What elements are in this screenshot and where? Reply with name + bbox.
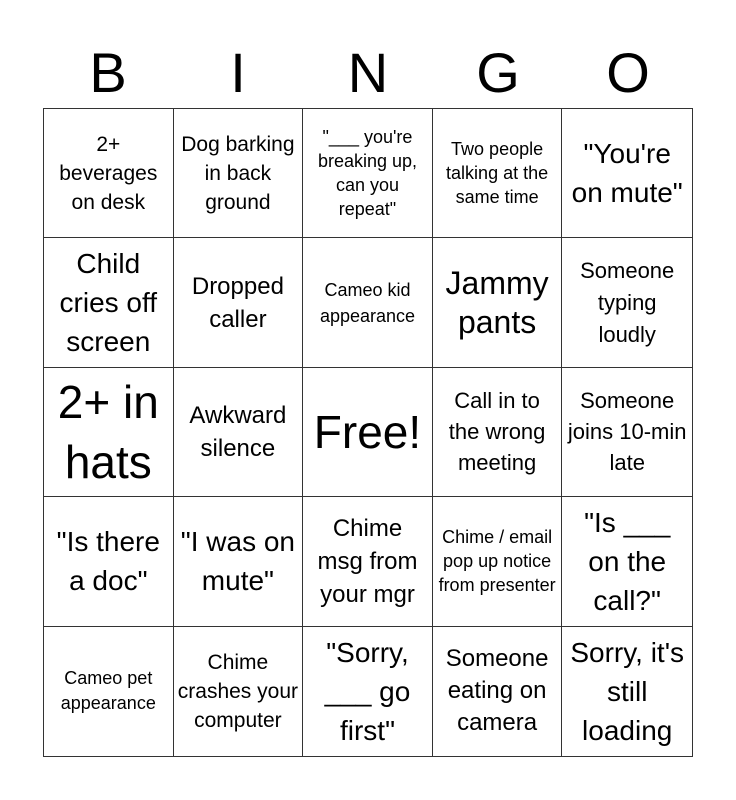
cell-text: "You're on mute" [571, 138, 683, 209]
cell-text: Dropped caller [191, 272, 284, 333]
header-letter-i: I [230, 41, 246, 104]
cell-text: Awkward silence [189, 401, 287, 462]
bingo-cell[interactable] [303, 497, 433, 626]
cell-text: "Sorry, ___ go first" [324, 636, 411, 746]
cell-text: Call in to the wrong meeting [448, 388, 546, 476]
header-letter-g: G [476, 41, 520, 104]
cell-text: "I was on mute" [180, 526, 295, 597]
cell-text: Jammy pants [445, 264, 549, 340]
bingo-cell[interactable] [433, 109, 563, 238]
bingo-cell[interactable] [303, 627, 433, 756]
cell-text: Cameo kid appearance [319, 279, 416, 326]
bingo-cell[interactable] [44, 238, 174, 367]
cell-text: Chime crashes your computer [177, 650, 298, 732]
bingo-cell[interactable] [174, 238, 304, 367]
bingo-cell[interactable] [562, 627, 692, 756]
bingo-cell[interactable] [562, 368, 692, 497]
bingo-cell[interactable] [433, 368, 563, 497]
cell-text: Someone joins 10-min late [567, 388, 687, 476]
header-letter-n: N [347, 41, 389, 104]
cell-text: Chime msg from your mgr [317, 514, 418, 608]
bingo-cell[interactable] [174, 497, 304, 626]
cell-text: "___ you're breaking up, can you repeat" [317, 127, 418, 220]
free-space-cell[interactable] [303, 368, 433, 497]
bingo-board [43, 108, 693, 757]
bingo-cell[interactable] [174, 109, 304, 238]
bingo-cell[interactable] [562, 238, 692, 367]
bingo-cell[interactable] [562, 109, 692, 238]
cell-text: 2+ in hats [57, 375, 159, 488]
cell-text: Someone eating on camera [445, 645, 549, 737]
cell-text: 2+ beverages on desk [59, 132, 158, 214]
bingo-cell[interactable] [44, 109, 174, 238]
bingo-cell[interactable] [44, 627, 174, 756]
cell-text: Dog barking in back ground [181, 132, 295, 214]
bingo-cell[interactable] [433, 238, 563, 367]
cell-text: "Is there a doc" [56, 526, 160, 597]
bingo-cell[interactable] [174, 368, 304, 497]
cell-text: Free! [313, 405, 422, 458]
cell-text: Chime / email pop up notice from presenter [438, 527, 556, 596]
bingo-cell[interactable] [303, 109, 433, 238]
cell-text: Someone typing loudly [580, 257, 675, 347]
cell-text: "Is ___ on the call?" [584, 506, 671, 616]
bingo-cell[interactable] [174, 627, 304, 756]
bingo-cell[interactable] [44, 497, 174, 626]
header-letter-o: O [606, 41, 650, 104]
cell-text: Cameo pet appearance [60, 668, 156, 714]
bingo-cell[interactable] [433, 497, 563, 626]
bingo-cell[interactable] [433, 627, 563, 756]
cell-text: Two people talking at the same time [446, 139, 549, 208]
bingo-cell[interactable] [303, 238, 433, 367]
bingo-header [43, 40, 693, 106]
header-letter-b: B [89, 41, 127, 104]
cell-text: Child cries off screen [59, 248, 158, 358]
bingo-cell[interactable] [44, 368, 174, 497]
cell-text: Sorry, it's still loading [570, 636, 685, 746]
bingo-cell[interactable] [562, 497, 692, 626]
